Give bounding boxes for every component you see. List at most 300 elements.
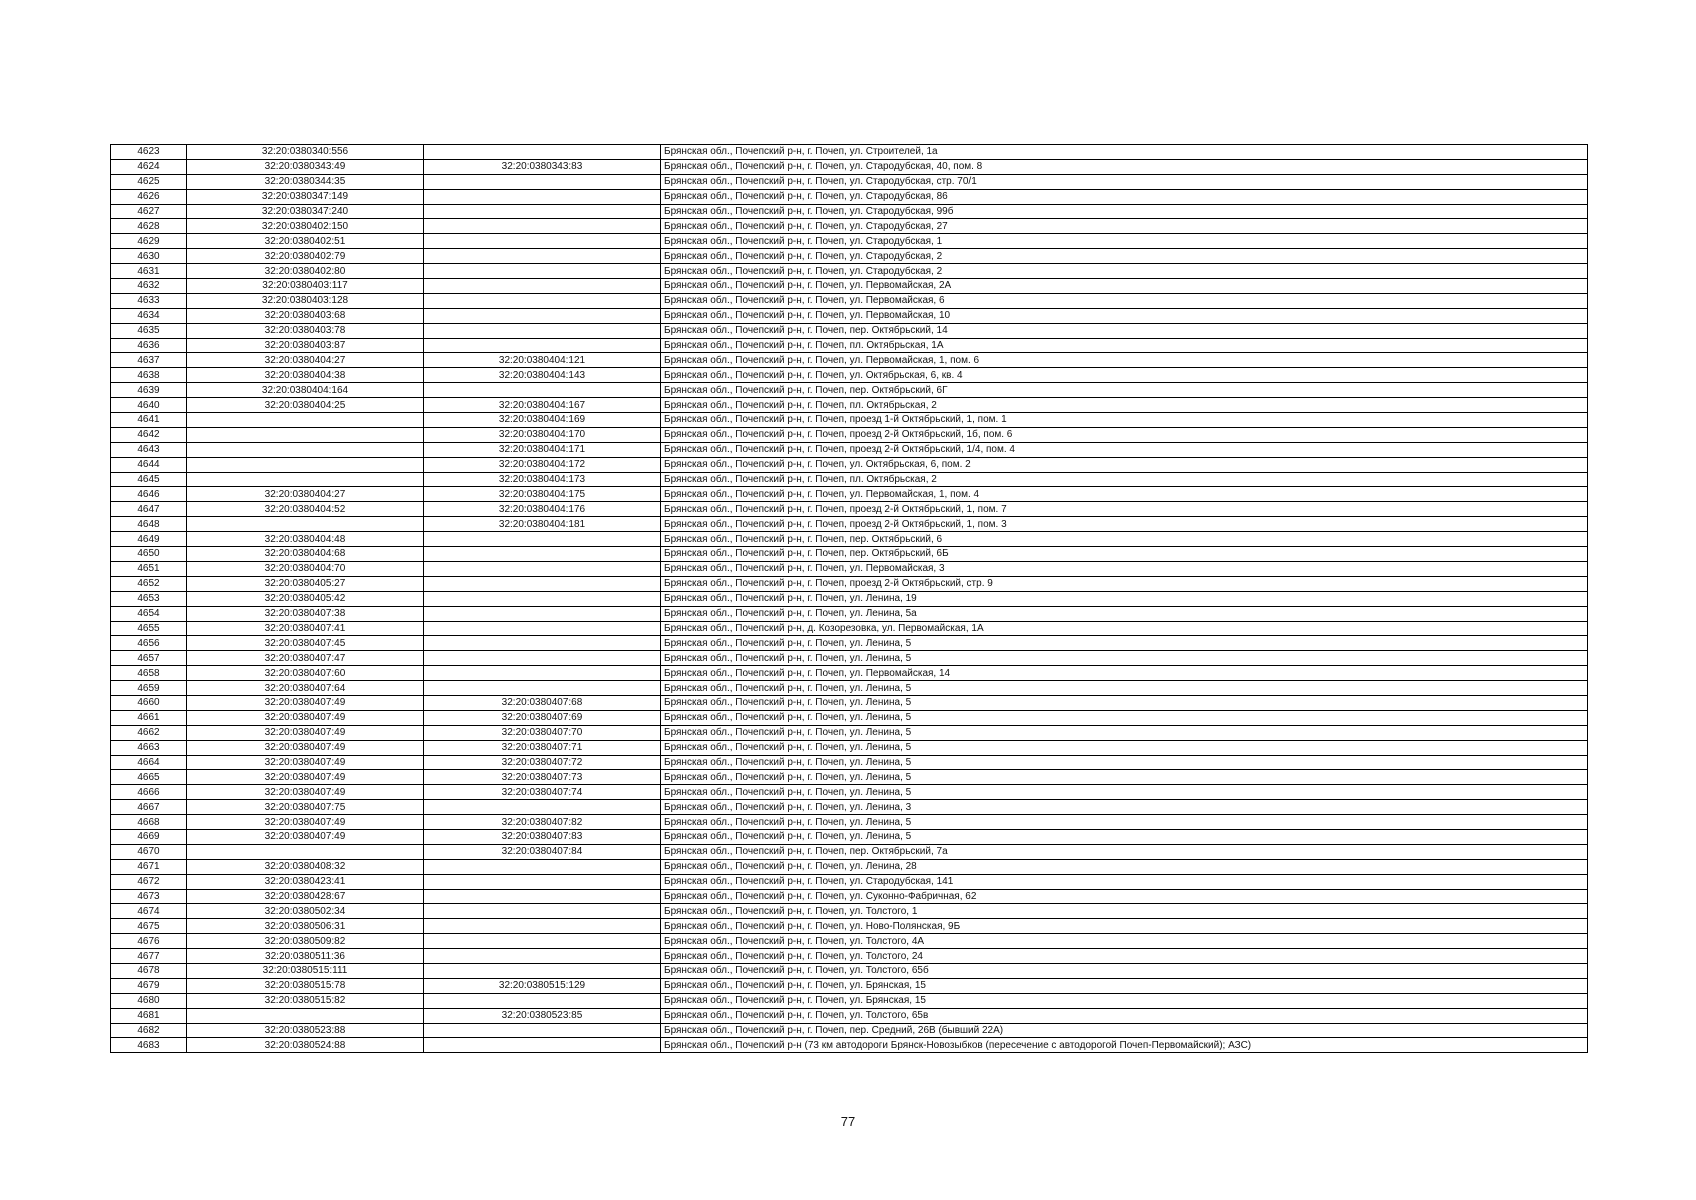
- table-row: [111, 681, 1588, 696]
- land-cadastral-number-cell: 32:20:0380407:49: [187, 770, 424, 785]
- row-number-cell: 4672: [111, 874, 187, 889]
- object-cadastral-number-cell: 32:20:0380404:167: [424, 398, 661, 413]
- object-cadastral-number-cell: [424, 576, 661, 591]
- table-row: [111, 666, 1588, 681]
- land-cadastral-number-cell: [187, 413, 424, 428]
- table-row: [111, 815, 1588, 830]
- object-cadastral-number-cell: [424, 681, 661, 696]
- land-cadastral-number-cell: 32:20:0380407:49: [187, 829, 424, 844]
- object-cadastral-number-cell: [424, 636, 661, 651]
- row-number-cell: 4661: [111, 710, 187, 725]
- object-cadastral-number-cell: 32:20:0380407:74: [424, 785, 661, 800]
- table-row: [111, 145, 1588, 160]
- object-cadastral-number-cell: [424, 383, 661, 398]
- row-number-cell: 4667: [111, 800, 187, 815]
- table-row: [111, 338, 1588, 353]
- address-cell: Брянская обл., Почепский р-н, г. Почеп, пл. Октябрьская, 2: [661, 472, 1588, 487]
- table-row: [111, 413, 1588, 428]
- land-cadastral-number-cell: 32:20:0380405:42: [187, 591, 424, 606]
- land-cadastral-number-cell: 32:20:0380344:35: [187, 174, 424, 189]
- object-cadastral-number-cell: [424, 264, 661, 279]
- table-row: [111, 264, 1588, 279]
- row-number-cell: 4675: [111, 919, 187, 934]
- address-cell: Брянская обл., Почепский р-н, г. Почеп, ул. Ленина, 19: [661, 591, 1588, 606]
- address-cell: Брянская обл., Почепский р-н, г. Почеп, ул. Стародубская, 86: [661, 189, 1588, 204]
- object-cadastral-number-cell: [424, 934, 661, 949]
- table-row: [111, 978, 1588, 993]
- land-cadastral-number-cell: 32:20:0380343:49: [187, 159, 424, 174]
- table-row: [111, 919, 1588, 934]
- table-row: [111, 1023, 1588, 1038]
- row-number-cell: 4654: [111, 606, 187, 621]
- table-row: [111, 249, 1588, 264]
- address-cell: Брянская обл., Почепский р-н, г. Почеп, ул. Ленина, 3: [661, 800, 1588, 815]
- table-row: [111, 606, 1588, 621]
- row-number-cell: 4650: [111, 547, 187, 562]
- land-cadastral-number-cell: 32:20:0380404:68: [187, 547, 424, 562]
- object-cadastral-number-cell: 32:20:0380407:69: [424, 710, 661, 725]
- table-row: [111, 934, 1588, 949]
- address-cell: Брянская обл., Почепский р-н, г. Почеп, ул. Первомайская, 3: [661, 561, 1588, 576]
- object-cadastral-number-cell: 32:20:0380523:85: [424, 1008, 661, 1023]
- table-row: [111, 427, 1588, 442]
- address-cell: Брянская обл., Почепский р-н, г. Почеп, ул. Стародубская, 99б: [661, 204, 1588, 219]
- object-cadastral-number-cell: [424, 889, 661, 904]
- land-cadastral-number-cell: 32:20:0380407:49: [187, 785, 424, 800]
- row-number-cell: 4660: [111, 695, 187, 710]
- table-row: [111, 785, 1588, 800]
- land-cadastral-number-cell: 32:20:0380340:556: [187, 145, 424, 160]
- table-row: [111, 651, 1588, 666]
- address-cell: Брянская обл., Почепский р-н, г. Почеп, ул. Ленина, 5: [661, 636, 1588, 651]
- object-cadastral-number-cell: [424, 323, 661, 338]
- land-cadastral-number-cell: 32:20:0380423:41: [187, 874, 424, 889]
- row-number-cell: 4653: [111, 591, 187, 606]
- land-cadastral-number-cell: [187, 472, 424, 487]
- address-cell: Брянская обл., Почепский р-н, г. Почеп, ул. Ленина, 28: [661, 859, 1588, 874]
- object-cadastral-number-cell: [424, 249, 661, 264]
- address-cell: Брянская обл., Почепский р-н, г. Почеп, ул. Ленина, 5: [661, 725, 1588, 740]
- object-cadastral-number-cell: [424, 800, 661, 815]
- object-cadastral-number-cell: [424, 174, 661, 189]
- land-cadastral-number-cell: 32:20:0380523:88: [187, 1023, 424, 1038]
- object-cadastral-number-cell: [424, 145, 661, 160]
- row-number-cell: 4636: [111, 338, 187, 353]
- land-cadastral-number-cell: 32:20:0380515:111: [187, 963, 424, 978]
- object-cadastral-number-cell: 32:20:0380404:169: [424, 413, 661, 428]
- row-number-cell: 4659: [111, 681, 187, 696]
- row-number-cell: 4640: [111, 398, 187, 413]
- row-number-cell: 4682: [111, 1023, 187, 1038]
- table-row: [111, 889, 1588, 904]
- table-row: [111, 174, 1588, 189]
- address-cell: Брянская обл., Почепский р-н, г. Почеп, ул. Стародубская, 27: [661, 219, 1588, 234]
- table-row: [111, 755, 1588, 770]
- address-cell: Брянская обл., Почепский р-н, г. Почеп, проезд 2-й Октябрьский, 1/4, пом. 4: [661, 442, 1588, 457]
- address-cell: Брянская обл., Почепский р-н, г. Почеп, ул. Строителей, 1а: [661, 145, 1588, 160]
- table-row: [111, 204, 1588, 219]
- row-number-cell: 4665: [111, 770, 187, 785]
- object-cadastral-number-cell: [424, 204, 661, 219]
- table-row: [111, 859, 1588, 874]
- table-row: [111, 1038, 1588, 1053]
- address-cell: Брянская обл., Почепский р-н, д. Козорезовка, ул. Первомайская, 1А: [661, 621, 1588, 636]
- land-cadastral-number-cell: 32:20:0380428:67: [187, 889, 424, 904]
- row-number-cell: 4657: [111, 651, 187, 666]
- land-cadastral-number-cell: 32:20:0380511:36: [187, 949, 424, 964]
- address-cell: Брянская обл., Почепский р-н, г. Почеп, ул. Первомайская, 14: [661, 666, 1588, 681]
- row-number-cell: 4642: [111, 427, 187, 442]
- address-cell: Брянская обл., Почепский р-н, г. Почеп, пл. Октябрьская, 2: [661, 398, 1588, 413]
- address-cell: Брянская обл., Почепский р-н, г. Почеп, ул. Стародубская, 40, пом. 8: [661, 159, 1588, 174]
- land-cadastral-number-cell: 32:20:0380402:80: [187, 264, 424, 279]
- land-cadastral-number-cell: 32:20:0380407:60: [187, 666, 424, 681]
- row-number-cell: 4673: [111, 889, 187, 904]
- address-cell: Брянская обл., Почепский р-н, г. Почеп, ул. Толстого, 4А: [661, 934, 1588, 949]
- address-cell: Брянская обл., Почепский р-н, г. Почеп, ул. Октябрьская, 6, пом. 2: [661, 457, 1588, 472]
- land-cadastral-number-cell: 32:20:0380407:49: [187, 710, 424, 725]
- row-number-cell: 4638: [111, 368, 187, 383]
- land-cadastral-number-cell: 32:20:0380407:41: [187, 621, 424, 636]
- address-cell: Брянская обл., Почепский р-н, г. Почеп, ул. Ленина, 5: [661, 770, 1588, 785]
- table-row: [111, 591, 1588, 606]
- table-row: [111, 323, 1588, 338]
- table-row: [111, 949, 1588, 964]
- table-row: [111, 517, 1588, 532]
- address-cell: Брянская обл., Почепский р-н, г. Почеп, проезд 1-й Октябрьский, 1, пом. 1: [661, 413, 1588, 428]
- row-number-cell: 4644: [111, 457, 187, 472]
- land-cadastral-number-cell: 32:20:0380402:79: [187, 249, 424, 264]
- table-row: [111, 576, 1588, 591]
- row-number-cell: 4651: [111, 561, 187, 576]
- object-cadastral-number-cell: 32:20:0380404:170: [424, 427, 661, 442]
- land-cadastral-number-cell: [187, 844, 424, 859]
- object-cadastral-number-cell: 32:20:0380407:71: [424, 740, 661, 755]
- table-row: [111, 829, 1588, 844]
- row-number-cell: 4683: [111, 1038, 187, 1053]
- address-cell: Брянская обл., Почепский р-н, г. Почеп, пер. Средний, 26В (бывший 22А): [661, 1023, 1588, 1038]
- table-row: [111, 725, 1588, 740]
- land-cadastral-number-cell: 32:20:0380502:34: [187, 904, 424, 919]
- row-number-cell: 4664: [111, 755, 187, 770]
- address-cell: Брянская обл., Почепский р-н, г. Почеп, ул. Ленина, 5а: [661, 606, 1588, 621]
- object-cadastral-number-cell: [424, 859, 661, 874]
- row-number-cell: 4626: [111, 189, 187, 204]
- land-cadastral-number-cell: [187, 442, 424, 457]
- table-row: [111, 308, 1588, 323]
- row-number-cell: 4641: [111, 413, 187, 428]
- table-row: [111, 844, 1588, 859]
- row-number-cell: 4623: [111, 145, 187, 160]
- address-cell: Брянская обл., Почепский р-н, г. Почеп, пер. Октябрьский, 6: [661, 532, 1588, 547]
- row-number-cell: 4629: [111, 234, 187, 249]
- row-number-cell: 4645: [111, 472, 187, 487]
- row-number-cell: 4634: [111, 308, 187, 323]
- object-cadastral-number-cell: [424, 919, 661, 934]
- row-number-cell: 4625: [111, 174, 187, 189]
- table-row: [111, 710, 1588, 725]
- table-row: [111, 472, 1588, 487]
- page-number: 77: [840, 1114, 856, 1129]
- land-cadastral-number-cell: [187, 1008, 424, 1023]
- object-cadastral-number-cell: [424, 234, 661, 249]
- land-cadastral-number-cell: 32:20:0380404:52: [187, 502, 424, 517]
- table-row: [111, 695, 1588, 710]
- object-cadastral-number-cell: [424, 308, 661, 323]
- row-number-cell: 4643: [111, 442, 187, 457]
- object-cadastral-number-cell: [424, 547, 661, 562]
- address-cell: Брянская обл., Почепский р-н, г. Почеп, ул. Ленина, 5: [661, 815, 1588, 830]
- row-number-cell: 4676: [111, 934, 187, 949]
- object-cadastral-number-cell: 32:20:0380404:176: [424, 502, 661, 517]
- address-cell: Брянская обл., Почепский р-н, г. Почеп, ул. Ленина, 5: [661, 829, 1588, 844]
- object-cadastral-number-cell: [424, 606, 661, 621]
- object-cadastral-number-cell: [424, 561, 661, 576]
- row-number-cell: 4639: [111, 383, 187, 398]
- land-cadastral-number-cell: 32:20:0380407:49: [187, 815, 424, 830]
- table-row: [111, 547, 1588, 562]
- address-cell: Брянская обл., Почепский р-н, г. Почеп, ул. Первомайская, 1, пом. 4: [661, 487, 1588, 502]
- row-number-cell: 4648: [111, 517, 187, 532]
- object-cadastral-number-cell: [424, 993, 661, 1008]
- row-number-cell: 4635: [111, 323, 187, 338]
- row-number-cell: 4666: [111, 785, 187, 800]
- table-row: [111, 457, 1588, 472]
- land-cadastral-number-cell: 32:20:0380515:78: [187, 978, 424, 993]
- row-number-cell: 4662: [111, 725, 187, 740]
- land-cadastral-number-cell: 32:20:0380407:38: [187, 606, 424, 621]
- land-cadastral-number-cell: 32:20:0380403:87: [187, 338, 424, 353]
- address-cell: Брянская обл., Почепский р-н, г. Почеп, ул. Толстого, 65б: [661, 963, 1588, 978]
- land-cadastral-number-cell: 32:20:0380407:49: [187, 755, 424, 770]
- object-cadastral-number-cell: [424, 666, 661, 681]
- object-cadastral-number-cell: 32:20:0380407:84: [424, 844, 661, 859]
- object-cadastral-number-cell: [424, 949, 661, 964]
- object-cadastral-number-cell: 32:20:0380404:175: [424, 487, 661, 502]
- land-cadastral-number-cell: 32:20:0380408:32: [187, 859, 424, 874]
- address-cell: Брянская обл., Почепский р-н, г. Почеп, ул. Брянская, 15: [661, 993, 1588, 1008]
- address-cell: Брянская обл., Почепский р-н, г. Почеп, ул. Первомайская, 10: [661, 308, 1588, 323]
- address-cell: Брянская обл., Почепский р-н, г. Почеп, ул. Ленина, 5: [661, 785, 1588, 800]
- table-row: [111, 502, 1588, 517]
- address-cell: Брянская обл., Почепский р-н, г. Почеп, ул. Стародубская, стр. 70/1: [661, 174, 1588, 189]
- land-cadastral-number-cell: 32:20:0380402:150: [187, 219, 424, 234]
- row-number-cell: 4670: [111, 844, 187, 859]
- land-cadastral-number-cell: 32:20:0380404:27: [187, 353, 424, 368]
- land-cadastral-number-cell: [187, 457, 424, 472]
- land-cadastral-number-cell: 32:20:0380347:240: [187, 204, 424, 219]
- address-cell: Брянская обл., Почепский р-н, г. Почеп, ул. Ленина, 5: [661, 681, 1588, 696]
- row-number-cell: 4630: [111, 249, 187, 264]
- table-row: [111, 1008, 1588, 1023]
- row-number-cell: 4679: [111, 978, 187, 993]
- address-cell: Брянская обл., Почепский р-н, г. Почеп, ул. Брянская, 15: [661, 978, 1588, 993]
- address-cell: Брянская обл., Почепский р-н, г. Почеп, ул. Стародубская, 2: [661, 264, 1588, 279]
- row-number-cell: 4681: [111, 1008, 187, 1023]
- row-number-cell: 4658: [111, 666, 187, 681]
- row-number-cell: 4656: [111, 636, 187, 651]
- table-row: [111, 487, 1588, 502]
- table-row: [111, 353, 1588, 368]
- object-cadastral-number-cell: [424, 1038, 661, 1053]
- land-cadastral-number-cell: 32:20:0380403:117: [187, 279, 424, 294]
- address-cell: Брянская обл., Почепский р-н, г. Почеп, пл. Октябрьская, 1А: [661, 338, 1588, 353]
- row-number-cell: 4649: [111, 532, 187, 547]
- land-cadastral-number-cell: 32:20:0380404:25: [187, 398, 424, 413]
- row-number-cell: 4677: [111, 949, 187, 964]
- table-row: [111, 740, 1588, 755]
- land-cadastral-number-cell: 32:20:0380407:49: [187, 695, 424, 710]
- row-number-cell: 4632: [111, 279, 187, 294]
- address-cell: Брянская обл., Почепский р-н, г. Почеп, пер. Октябрьский, 6Г: [661, 383, 1588, 398]
- address-cell: Брянская обл., Почепский р-н, г. Почеп, ул. Стародубская, 1: [661, 234, 1588, 249]
- address-cell: Брянская обл., Почепский р-н, г. Почеп, ул. Стародубская, 2: [661, 249, 1588, 264]
- object-cadastral-number-cell: 32:20:0380407:68: [424, 695, 661, 710]
- land-cadastral-number-cell: 32:20:0380402:51: [187, 234, 424, 249]
- object-cadastral-number-cell: 32:20:0380407:73: [424, 770, 661, 785]
- address-cell: Брянская обл., Почепский р-н, г. Почеп, пер. Октябрьский, 6Б: [661, 547, 1588, 562]
- object-cadastral-number-cell: 32:20:0380404:173: [424, 472, 661, 487]
- row-number-cell: 4668: [111, 815, 187, 830]
- row-number-cell: 4680: [111, 993, 187, 1008]
- table-row: [111, 442, 1588, 457]
- object-cadastral-number-cell: 32:20:0380404:181: [424, 517, 661, 532]
- address-cell: Брянская обл., Почепский р-н, г. Почеп, ул. Октябрьская, 6, кв. 4: [661, 368, 1588, 383]
- address-cell: Брянская обл., Почепский р-н, г. Почеп, ул. Стародубская, 141: [661, 874, 1588, 889]
- land-cadastral-number-cell: 32:20:0380347:149: [187, 189, 424, 204]
- address-cell: Брянская обл., Почепский р-н, г. Почеп, ул. Первомайская, 2А: [661, 279, 1588, 294]
- object-cadastral-number-cell: [424, 338, 661, 353]
- land-cadastral-number-cell: 32:20:0380506:31: [187, 919, 424, 934]
- table-row: [111, 874, 1588, 889]
- address-cell: Брянская обл., Почепский р-н, г. Почеп, проезд 2-й Октябрьский, 1, пом. 7: [661, 502, 1588, 517]
- land-cadastral-number-cell: 32:20:0380407:75: [187, 800, 424, 815]
- land-cadastral-number-cell: 32:20:0380407:45: [187, 636, 424, 651]
- table-row: [111, 532, 1588, 547]
- cadastral-table: [110, 144, 1588, 1053]
- table-row: [111, 904, 1588, 919]
- address-cell: Брянская обл., Почепский р-н, г. Почеп, ул. Ленина, 5: [661, 710, 1588, 725]
- object-cadastral-number-cell: 32:20:0380515:129: [424, 978, 661, 993]
- address-cell: Брянская обл., Почепский р-н, г. Почеп, ул. Толстого, 65в: [661, 1008, 1588, 1023]
- address-cell: Брянская обл., Почепский р-н, г. Почеп, проезд 2-й Октябрьский, 1б, пом. 6: [661, 427, 1588, 442]
- land-cadastral-number-cell: 32:20:0380403:128: [187, 293, 424, 308]
- table-row: [111, 189, 1588, 204]
- row-number-cell: 4627: [111, 204, 187, 219]
- land-cadastral-number-cell: 32:20:0380515:82: [187, 993, 424, 1008]
- table-row: [111, 234, 1588, 249]
- table-body: [111, 145, 1588, 1053]
- land-cadastral-number-cell: 32:20:0380509:82: [187, 934, 424, 949]
- table-row: [111, 159, 1588, 174]
- row-number-cell: 4647: [111, 502, 187, 517]
- land-cadastral-number-cell: 32:20:0380403:78: [187, 323, 424, 338]
- address-cell: Брянская обл., Почепский р-н (73 км автодороги Брянск-Новозыбков (пересечение с автодорогой Почеп-Первомайский); АЗС): [661, 1038, 1588, 1053]
- table-row: [111, 368, 1588, 383]
- row-number-cell: 4637: [111, 353, 187, 368]
- row-number-cell: 4678: [111, 963, 187, 978]
- table-row: [111, 800, 1588, 815]
- object-cadastral-number-cell: [424, 279, 661, 294]
- land-cadastral-number-cell: [187, 517, 424, 532]
- row-number-cell: 4652: [111, 576, 187, 591]
- address-cell: Брянская обл., Почепский р-н, г. Почеп, ул. Первомайская, 6: [661, 293, 1588, 308]
- land-cadastral-number-cell: 32:20:0380407:64: [187, 681, 424, 696]
- address-cell: Брянская обл., Почепский р-н, г. Почеп, ул. Ленина, 5: [661, 740, 1588, 755]
- land-cadastral-number-cell: 32:20:0380404:27: [187, 487, 424, 502]
- land-cadastral-number-cell: [187, 427, 424, 442]
- row-number-cell: 4663: [111, 740, 187, 755]
- object-cadastral-number-cell: 32:20:0380407:82: [424, 815, 661, 830]
- table-row: [111, 561, 1588, 576]
- table-row: [111, 219, 1588, 234]
- object-cadastral-number-cell: [424, 904, 661, 919]
- table-row: [111, 621, 1588, 636]
- object-cadastral-number-cell: [424, 293, 661, 308]
- object-cadastral-number-cell: [424, 591, 661, 606]
- table-row: [111, 398, 1588, 413]
- land-cadastral-number-cell: 32:20:0380524:88: [187, 1038, 424, 1053]
- address-cell: Брянская обл., Почепский р-н, г. Почеп, ул. Суконно-Фабричная, 62: [661, 889, 1588, 904]
- table-row: [111, 963, 1588, 978]
- row-number-cell: 4631: [111, 264, 187, 279]
- row-number-cell: 4669: [111, 829, 187, 844]
- address-cell: Брянская обл., Почепский р-н, г. Почеп, ул. Ленина, 5: [661, 755, 1588, 770]
- object-cadastral-number-cell: 32:20:0380404:171: [424, 442, 661, 457]
- object-cadastral-number-cell: [424, 651, 661, 666]
- object-cadastral-number-cell: 32:20:0380343:83: [424, 159, 661, 174]
- row-number-cell: 4646: [111, 487, 187, 502]
- row-number-cell: 4624: [111, 159, 187, 174]
- land-cadastral-number-cell: 32:20:0380404:48: [187, 532, 424, 547]
- land-cadastral-number-cell: 32:20:0380407:49: [187, 725, 424, 740]
- object-cadastral-number-cell: 32:20:0380404:172: [424, 457, 661, 472]
- land-cadastral-number-cell: 32:20:0380403:68: [187, 308, 424, 323]
- land-cadastral-number-cell: 32:20:0380404:164: [187, 383, 424, 398]
- address-cell: Брянская обл., Почепский р-н, г. Почеп, проезд 2-й Октябрьский, 1, пом. 3: [661, 517, 1588, 532]
- table-row: [111, 770, 1588, 785]
- land-cadastral-number-cell: 32:20:0380407:49: [187, 740, 424, 755]
- object-cadastral-number-cell: 32:20:0380407:83: [424, 829, 661, 844]
- address-cell: Брянская обл., Почепский р-н, г. Почеп, ул. Ленина, 5: [661, 651, 1588, 666]
- table-row: [111, 293, 1588, 308]
- table-row: [111, 279, 1588, 294]
- land-cadastral-number-cell: 32:20:0380405:27: [187, 576, 424, 591]
- table-row: [111, 993, 1588, 1008]
- land-cadastral-number-cell: 32:20:0380404:38: [187, 368, 424, 383]
- object-cadastral-number-cell: [424, 189, 661, 204]
- address-cell: Брянская обл., Почепский р-н, г. Почеп, пер. Октябрьский, 14: [661, 323, 1588, 338]
- table-row: [111, 383, 1588, 398]
- row-number-cell: 4655: [111, 621, 187, 636]
- object-cadastral-number-cell: [424, 532, 661, 547]
- object-cadastral-number-cell: 32:20:0380404:143: [424, 368, 661, 383]
- row-number-cell: 4674: [111, 904, 187, 919]
- address-cell: Брянская обл., Почепский р-н, г. Почеп, ул. Ленина, 5: [661, 695, 1588, 710]
- address-cell: Брянская обл., Почепский р-н, г. Почеп, ул. Толстого, 1: [661, 904, 1588, 919]
- object-cadastral-number-cell: [424, 963, 661, 978]
- object-cadastral-number-cell: 32:20:0380407:72: [424, 755, 661, 770]
- row-number-cell: 4671: [111, 859, 187, 874]
- address-cell: Брянская обл., Почепский р-н, г. Почеп, ул. Ново-Полянская, 9Б: [661, 919, 1588, 934]
- object-cadastral-number-cell: [424, 219, 661, 234]
- object-cadastral-number-cell: [424, 621, 661, 636]
- land-cadastral-number-cell: 32:20:0380404:70: [187, 561, 424, 576]
- object-cadastral-number-cell: 32:20:0380404:121: [424, 353, 661, 368]
- object-cadastral-number-cell: [424, 874, 661, 889]
- address-cell: Брянская обл., Почепский р-н, г. Почеп, проезд 2-й Октябрьский, стр. 9: [661, 576, 1588, 591]
- land-cadastral-number-cell: 32:20:0380407:47: [187, 651, 424, 666]
